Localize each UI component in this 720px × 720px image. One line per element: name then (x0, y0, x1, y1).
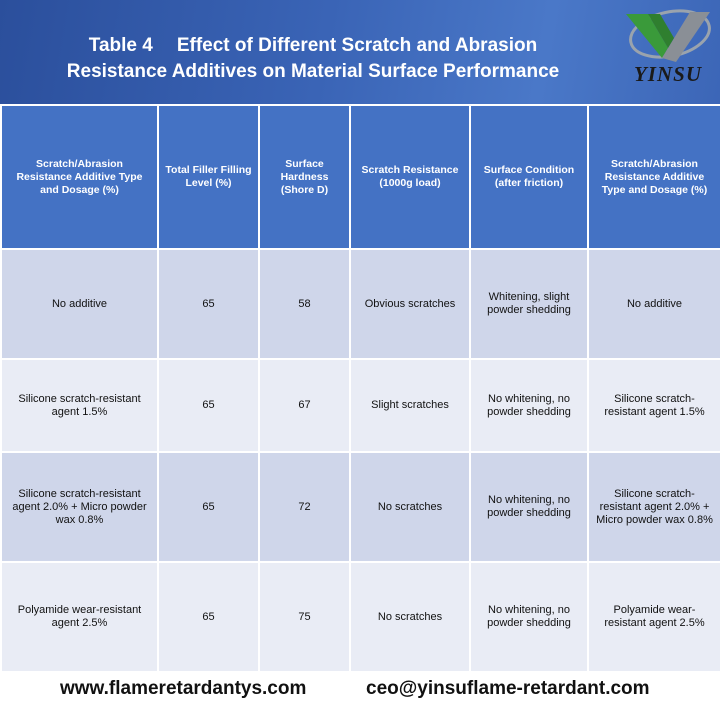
header-banner (0, 0, 720, 104)
table-cell: 65 (158, 359, 259, 452)
table-cell: 65 (158, 452, 259, 562)
table-cell: Slight scratches (350, 359, 470, 452)
table-cell: Obvious scratches (350, 249, 470, 359)
column-header: Total Filler Filling Level (%) (158, 105, 259, 249)
table-row (1, 359, 720, 452)
table-cell: No whitening, no powder shedding (470, 452, 588, 562)
table-number: Table 4 (88, 35, 153, 56)
table-cell: 65 (158, 562, 259, 672)
table-cell: Polyamide wear-resistant agent 2.5% (1, 562, 158, 672)
table-cell: Silicone scratch-resistant agent 1.5% (588, 359, 720, 452)
table-cell: 75 (259, 562, 350, 672)
table-cell: Whitening, slight powder shedding (470, 249, 588, 359)
title-line-2: Resistance Additives on Material Surface Performance (66, 61, 560, 82)
table-cell: No whitening, no powder shedding (470, 562, 588, 672)
column-header: Scratch Resistance (1000g load) (350, 105, 470, 249)
table-row (1, 249, 720, 359)
table-cell: No scratches (350, 562, 470, 672)
logo-wordmark: YINSU (633, 62, 702, 86)
footer (0, 670, 720, 720)
table-header-row (1, 105, 720, 249)
page-title (10, 33, 616, 85)
table-cell: Polyamide wear-resistant agent 2.5% (588, 562, 720, 672)
table-cell: No whitening, no powder shedding (470, 359, 588, 452)
table-cell: 67 (259, 359, 350, 452)
table-cell: No scratches (350, 452, 470, 562)
table-row (1, 562, 720, 672)
email-link[interactable]: ceo@yinsuflame-retardant.com (366, 678, 650, 699)
table-cell: No additive (1, 249, 158, 359)
performance-table (0, 104, 720, 673)
column-header: Surface Hardness (Shore D) (259, 105, 350, 249)
table-cell: No additive (588, 249, 720, 359)
column-header: Scratch/Abrasion Resistance Additive Type and Dosage (%) (1, 105, 158, 249)
column-header: Scratch/Abrasion Resistance Additive Type and Dosage (%) (588, 105, 720, 249)
title-line-1: Effect of Different Scratch and Abrasion (176, 35, 538, 56)
table-row (1, 452, 720, 562)
website-link[interactable]: www.flameretardantys.com (60, 678, 307, 699)
performance-table-container (0, 104, 720, 666)
table-cell: Silicone scratch-resistant agent 2.0% + Micro powder wax 0.8% (588, 452, 720, 562)
table-cell: Silicone scratch-resistant agent 1.5% (1, 359, 158, 452)
table-cell: 65 (158, 249, 259, 359)
table-cell: 72 (259, 452, 350, 562)
table-cell: Silicone scratch-resistant agent 2.0% + Micro powder wax 0.8% (1, 452, 158, 562)
table-cell: 58 (259, 249, 350, 359)
column-header: Surface Condition (after friction) (470, 105, 588, 249)
